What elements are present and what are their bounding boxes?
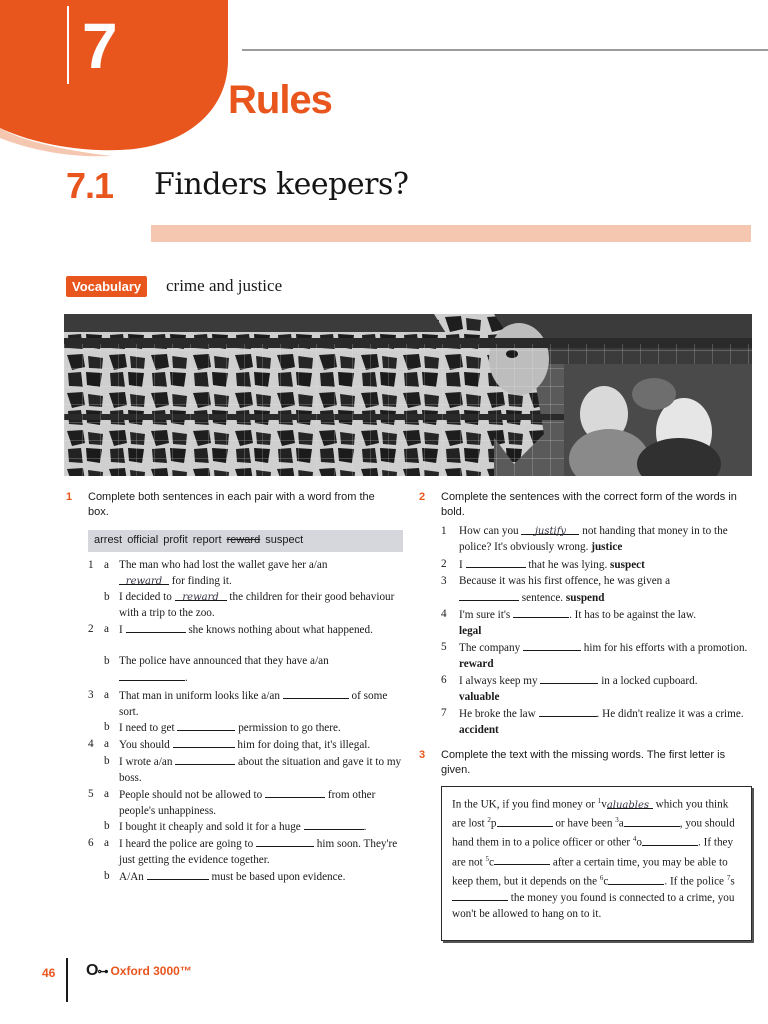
ex2-3-word: suspend xyxy=(565,591,605,604)
ex2-item-6 xyxy=(459,673,751,705)
ex1-2b-answer-field[interactable] xyxy=(119,670,185,681)
ex2-6-answer-field[interactable] xyxy=(540,673,598,684)
ex1-5a-answer-field[interactable] xyxy=(265,787,325,798)
ex1-1a-answer-field[interactable] xyxy=(119,574,169,585)
gap-number: 6 xyxy=(599,873,604,882)
ex2-4-answer-field[interactable] xyxy=(513,607,569,618)
ex2-item-number: 4 xyxy=(441,608,447,620)
gap-first-letter: s xyxy=(730,875,735,888)
oxford-3000-text: Oxford 3000™ xyxy=(110,964,192,978)
ex1-3a-text: That man in uniform looks like a/an xyxy=(119,690,280,702)
ex1-1b-handwritten-answer: reward xyxy=(182,592,219,603)
ex1-item-letter: a xyxy=(104,689,109,701)
ex1-item-number: 4 xyxy=(88,738,94,750)
section-number: 7.1 xyxy=(66,165,114,206)
word-box-item: official xyxy=(127,534,159,546)
gap-first-letter: c xyxy=(489,856,495,869)
giraffe-photo xyxy=(64,314,752,476)
ex1-2a-text: I xyxy=(119,624,123,636)
ex1-1a-text: The man who had lost the wallet gave her a/an xyxy=(119,559,328,571)
ex2-5-answer-field[interactable] xyxy=(523,640,581,651)
ex3-text: which you think are lost xyxy=(452,798,729,830)
ex2-1-text-end: not handing that money in to the police? It's obviously wrong. xyxy=(459,525,728,553)
ex2-item-number: 3 xyxy=(441,575,447,587)
ex3-gap-5[interactable] xyxy=(494,854,550,865)
ex1-item-2a xyxy=(119,622,404,639)
ex3-gap-3[interactable] xyxy=(624,816,680,827)
ex1-3b-text: I need to get xyxy=(119,722,175,734)
ex1-1a-text-end: for finding it. xyxy=(171,574,232,587)
ex2-6-text-end: in a locked cupboard. xyxy=(601,675,698,687)
exercise-2-number: 2 xyxy=(419,491,426,503)
vocabulary-topic: crime and justice xyxy=(166,276,283,295)
gap-number: 3 xyxy=(615,816,619,825)
ex2-1-text: How can you xyxy=(459,525,519,537)
ex2-item-4 xyxy=(459,607,751,639)
ex3-gap-6[interactable] xyxy=(608,874,664,885)
ex1-item-3b xyxy=(119,720,404,737)
ex2-6-text: I always keep my xyxy=(459,675,538,687)
ex2-7-text-end: . He didn't realize it was a crime. xyxy=(596,708,744,720)
ex1-item-3a xyxy=(119,688,404,720)
key-icon: O⊶ xyxy=(86,962,108,979)
word-box-item: profit xyxy=(163,534,188,546)
ex2-5-text: The company xyxy=(459,642,521,654)
gap-number: 5 xyxy=(485,854,490,863)
ex1-2b-text: The police have announced that they have a/an xyxy=(119,655,329,667)
unit-number: 7 xyxy=(82,10,118,82)
ex1-5b-text: I bought it cheaply and sold it for a huge xyxy=(119,821,301,833)
ex1-4b-answer-field[interactable] xyxy=(175,754,235,765)
exercise-3-instruction: Complete the text with the missing words. The first letter is given. xyxy=(441,749,726,776)
ex2-4-text-end: . It has to be against the law. xyxy=(569,609,697,621)
ex1-item-number: 3 xyxy=(88,689,94,701)
word-box xyxy=(88,530,403,552)
ex1-6b-text-end: must be based upon evidence. xyxy=(211,871,346,883)
section-title: Finders keepers? xyxy=(154,167,409,202)
giraffe-photo-illustration xyxy=(64,314,752,476)
ex1-item-4b xyxy=(119,754,409,786)
footer-divider xyxy=(66,958,68,1002)
gap-number: 7 xyxy=(726,873,731,882)
ex1-item-6b xyxy=(119,869,404,886)
ex3-text: . If they are not xyxy=(452,837,734,869)
ex1-item-letter: b xyxy=(104,591,110,603)
ex1-3b-text-end: permission to go there. xyxy=(238,722,341,734)
ex2-item-7 xyxy=(459,706,751,738)
ex2-3-text-end: sentence. xyxy=(521,591,564,604)
ex1-item-letter: a xyxy=(104,738,109,750)
gap-first-letter: o xyxy=(636,837,642,850)
gap-number: 4 xyxy=(632,835,637,844)
ex1-1a-handwritten-answer: reward xyxy=(125,575,163,587)
ex1-item-letter: a xyxy=(104,623,109,635)
ex1-item-letter: b xyxy=(104,820,110,832)
ex2-item-2 xyxy=(459,557,751,574)
ex2-item-3 xyxy=(459,574,751,606)
ex2-2-text-end: that he was lying. xyxy=(528,559,608,571)
ex1-2a-answer-field[interactable] xyxy=(126,622,186,633)
ex1-1b-text: I decided to xyxy=(119,591,172,603)
ex1-4b-text: I wrote a/an xyxy=(119,756,173,768)
ex1-3a-text-end: of some sort. xyxy=(119,690,388,718)
ex1-4a-text-end: him for doing that, it's illegal. xyxy=(237,739,371,751)
exercise-1-number: 1 xyxy=(66,491,73,503)
ex2-item-number: 7 xyxy=(441,707,447,719)
ex1-5b-answer-field[interactable] xyxy=(304,819,364,830)
ex1-6a-text: I heard the police are going to xyxy=(119,838,254,850)
ex1-item-letter: a xyxy=(104,788,109,800)
exercise-3-number: 3 xyxy=(419,749,426,761)
ex2-item-number: 1 xyxy=(441,525,447,537)
ex1-item-number: 6 xyxy=(88,837,94,849)
ex1-6a-answer-field[interactable] xyxy=(256,836,314,847)
ex3-text: . If the police xyxy=(664,875,725,888)
ex2-2-answer-field[interactable] xyxy=(466,557,526,568)
ex1-item-1b xyxy=(119,590,404,621)
gap-number: 2 xyxy=(487,816,491,825)
ex1-item-letter: b xyxy=(104,755,110,767)
ex1-4a-answer-field[interactable] xyxy=(173,737,235,748)
word-box-item: report xyxy=(192,534,222,546)
page-number: 46 xyxy=(42,966,56,980)
ex1-item-4a xyxy=(119,737,409,754)
ex1-item-number: 2 xyxy=(88,623,94,635)
ex2-5-word: reward xyxy=(459,657,494,670)
ex2-item-number: 5 xyxy=(441,641,447,653)
ex2-5-text-end: him for his efforts with a promotion. xyxy=(583,642,748,654)
ex3-gap-7[interactable] xyxy=(452,890,508,901)
ex3-gap-1-handwritten-answer: aluables xyxy=(606,799,650,811)
ex2-4-word: legal xyxy=(459,624,482,637)
gap-first-letter: c xyxy=(603,875,609,888)
ex1-item-letter: b xyxy=(104,870,110,882)
ex1-3b-answer-field[interactable] xyxy=(177,720,235,731)
ex2-1-word: justice xyxy=(591,540,623,553)
ex1-item-6a xyxy=(119,836,404,868)
ex1-4a-text: You should xyxy=(119,739,170,751)
ex2-3-answer-field[interactable] xyxy=(459,590,519,601)
ex2-item-number: 6 xyxy=(441,674,447,686)
unit-title: Rules xyxy=(228,78,332,122)
ex3-text: , you should hand them in to a police officer or other xyxy=(452,817,735,850)
ex1-item-letter: b xyxy=(104,721,110,733)
ex3-gap-4[interactable] xyxy=(642,835,698,846)
ex3-text: or have been xyxy=(555,817,613,830)
ex1-item-letter: a xyxy=(104,559,109,571)
word-box-item-crossed-out: reward xyxy=(226,534,261,546)
vocabulary-badge: Vocabulary xyxy=(66,276,147,297)
ex2-3-text: Because it was his first offence, he was given a xyxy=(459,575,671,587)
ex2-7-word: accident xyxy=(459,723,499,736)
oxford-3000-label xyxy=(86,962,192,980)
ex1-1b-answer-field[interactable] xyxy=(175,590,227,601)
ex1-6b-text: A/An xyxy=(119,871,144,883)
ex1-5a-text-end: from other people's unhappiness. xyxy=(119,789,376,817)
title-underline-bar xyxy=(151,225,751,242)
ex1-item-5b: I bought it cheaply and sold it for a huge . xyxy=(119,821,367,833)
ex2-item-5 xyxy=(459,640,751,672)
ex1-1b-text-end: the children for their good behaviour with a trip to the zoo. xyxy=(119,591,395,619)
gap-first-letter: p xyxy=(490,817,497,830)
ex1-3a-answer-field[interactable] xyxy=(283,688,349,699)
ex2-7-text: He broke the law xyxy=(459,708,536,720)
ex2-6-word: valuable xyxy=(459,690,500,703)
ex1-6a-text-end: him soon. They're just getting the evidence together. xyxy=(119,838,398,866)
ex2-7-answer-field[interactable] xyxy=(539,706,597,717)
ex2-item-number: 2 xyxy=(441,558,447,570)
word-box-item: arrest xyxy=(94,534,123,546)
ex1-item-2b: The police have announced that they have a/an . xyxy=(119,655,329,684)
ex1-4b-text-end: about the situation and gave it to my boss. xyxy=(119,756,402,784)
ex1-2a-text-end: she knows nothing about what happened. xyxy=(188,624,373,636)
ex1-5a-text: People should not be allowed to xyxy=(119,789,263,801)
ex1-item-letter: a xyxy=(104,837,109,849)
ex1-6b-answer-field[interactable] xyxy=(147,869,209,880)
ex2-2-text: I xyxy=(459,559,463,571)
ex1-item-number: 1 xyxy=(88,559,94,571)
ex3-gap-1[interactable] xyxy=(607,798,653,809)
word-box-item: suspect xyxy=(265,534,304,546)
ex2-1-handwritten-answer: justify xyxy=(534,526,567,537)
exercise-1-instruction: Complete both sentences in each pair with a word from the box. xyxy=(88,491,375,518)
ex3-text: after a certain time, you may be able to keep them, but it depends on the xyxy=(452,856,728,888)
ex1-item-letter: b xyxy=(104,655,110,667)
ex1-item-5a xyxy=(119,787,404,819)
ex1-item-number: 5 xyxy=(88,788,94,800)
ex3-text: the money you found is connected to a crime, you won't be allowed to hang on to it. xyxy=(452,892,735,920)
ex3-text: In the UK, if you find money or xyxy=(452,798,595,811)
ex3-gap-2[interactable] xyxy=(497,816,553,827)
ex2-1-answer-field[interactable] xyxy=(521,524,579,535)
ex1-item-1a xyxy=(119,558,404,589)
ex2-2-word: suspect xyxy=(610,559,645,571)
gapfill-text-box xyxy=(441,786,752,941)
exercise-2-instruction: Complete the sentences with the correct form of the words in bold. xyxy=(441,491,737,518)
gap-first-letter: v xyxy=(601,798,607,811)
gap-first-letter: a xyxy=(618,817,624,830)
gap-number: 1 xyxy=(597,797,602,805)
ex2-4-text: I'm sure it's xyxy=(459,609,511,621)
ex2-item-1 xyxy=(459,524,751,555)
